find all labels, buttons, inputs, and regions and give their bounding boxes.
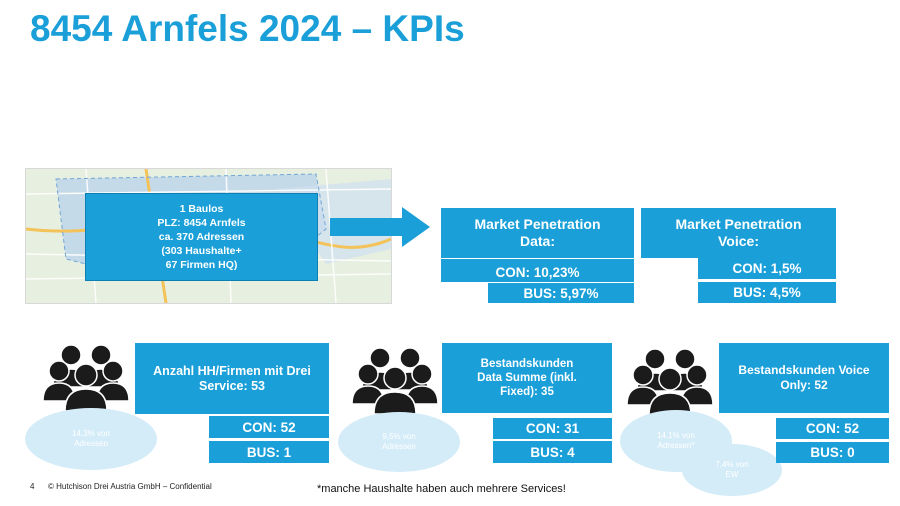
kpi-voice-label-line-1: Bestandskunden Voice: [738, 363, 870, 377]
penetration-data-title-1: Market Penetration: [474, 216, 601, 232]
kpi-service-bus-value: BUS: 1: [246, 444, 292, 460]
kpi-service-label: [135, 343, 329, 414]
penetration-voice-con: [698, 257, 836, 279]
copyright-notice: © Hutchison Drei Austria GmbH – Confidential: [48, 482, 212, 491]
kpi-data-bus: [493, 441, 612, 463]
kpi-service-ellipse: [25, 408, 157, 470]
kpi-data-bus-value: BUS: 4: [530, 444, 575, 460]
area-info-box: [85, 193, 318, 281]
kpi-data-label-line-2: Data Summe (inkl.: [477, 372, 577, 384]
kpi-service-label-text: Anzahl HH/Firmen mit Drei Service: 53: [153, 363, 311, 393]
people-group-icon: [43, 341, 131, 418]
kpi-voice-ellipse-line-3: 7,4% von: [715, 460, 749, 469]
footnote: *manche Haushalte haben auch mehrere Services!: [317, 483, 566, 495]
area-line-5: 67 Firmen HQ): [165, 259, 238, 271]
arrow-right-icon: [330, 207, 430, 252]
kpi-voice-con: [776, 418, 889, 439]
penetration-voice-bus-value: BUS: 4,5%: [733, 285, 801, 300]
kpi-voice-label: [719, 343, 889, 413]
kpi-service-con: [209, 416, 329, 438]
kpi-voice-bus-value: BUS: 0: [810, 445, 855, 460]
penetration-voice-title-2: Voice:: [718, 233, 759, 249]
area-line-1: 1 Baulos: [179, 203, 224, 215]
page-number: 4: [30, 482, 35, 491]
penetration-voice-title-1: Market Penetration: [675, 216, 802, 232]
penetration-voice-header: [641, 208, 836, 258]
penetration-voice-bus: [698, 282, 836, 303]
penetration-data-title-2: Data:: [519, 233, 555, 249]
kpi-data-label-line-3: Fixed): 35: [500, 386, 554, 398]
kpi-voice-ellipse-line-1: 14,1% von: [657, 431, 695, 440]
kpi-voice-label-line-2: Only: 52: [780, 378, 828, 392]
penetration-data-con-value: CON: 10,23%: [495, 265, 580, 280]
kpi-data-con: [493, 418, 612, 439]
penetration-data-bus-value: BUS: 5,97%: [523, 285, 599, 301]
kpi-voice-con-value: CON: 52: [805, 421, 860, 436]
penetration-voice-con-value: CON: 1,5%: [732, 260, 802, 276]
kpi-data-label: [442, 343, 612, 413]
kpi-voice-ellipse-ew: [682, 444, 782, 496]
area-line-3: ca. 370 Adressen: [158, 231, 245, 243]
penetration-data-header: [441, 208, 634, 258]
kpi-data-label-line-1: Bestandskunden: [480, 358, 574, 370]
kpi-data-con-value: CON: 31: [525, 421, 580, 436]
kpi-data-ellipse-line-2: Adressen: [382, 442, 416, 451]
penetration-data-bus: [488, 283, 634, 303]
kpi-voice-ellipse-line-2: Adressen*: [657, 441, 695, 450]
area-line-4: (303 Haushalte+: [161, 245, 242, 257]
kpi-voice-bus: [776, 442, 889, 463]
kpi-data-ellipse: [338, 412, 460, 472]
people-group-icon: [352, 344, 440, 421]
kpi-service-bus: [209, 441, 329, 463]
penetration-data-con: [441, 259, 634, 282]
kpi-data-ellipse-line-1: 9,5% von: [382, 432, 416, 441]
kpi-service-con-value: CON: 52: [242, 419, 296, 435]
kpi-service-ellipse-line-2: Adressen: [74, 439, 108, 448]
page-title: 8454 Arnfels 2024 – KPIs: [30, 8, 465, 49]
kpi-voice-ellipse-line-4: EW: [725, 470, 739, 479]
kpi-service-ellipse-line-1: 14,3% von: [72, 429, 110, 438]
area-line-2: PLZ: 8454 Arnfels: [157, 217, 246, 229]
